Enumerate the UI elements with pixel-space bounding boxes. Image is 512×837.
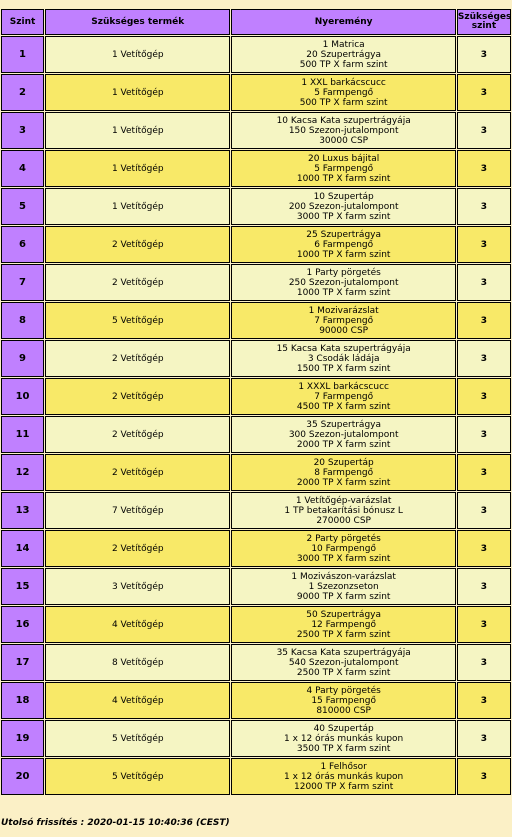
table-row (1, 682, 511, 719)
reward-line: 3500 TP X farm szint (296, 743, 391, 754)
reward-cell (231, 568, 455, 605)
reward-line: 2000 TP X farm szint (296, 439, 391, 450)
header-required-level: Szükséges szint (457, 9, 511, 35)
reward-line: 25 Szupertrágya (306, 229, 381, 240)
product-cell: 1 Vetítőgép (45, 36, 230, 73)
reward-cell (231, 378, 455, 415)
reward-cell (231, 454, 455, 491)
reward-line: 10 Szupertáp (313, 191, 374, 202)
required-level-cell: 3 (457, 492, 511, 529)
product-cell: 5 Vetítőgép (45, 720, 230, 757)
level-cell: 12 (1, 454, 44, 491)
required-level-cell: 3 (457, 112, 511, 149)
required-level-cell: 3 (457, 302, 511, 339)
reward-line: 540 Szezon-jutalompont (288, 657, 399, 668)
required-level-cell: 3 (457, 644, 511, 681)
required-level-cell: 3 (457, 720, 511, 757)
reward-line: 1000 TP X farm szint (296, 173, 391, 184)
reward-line: 10 Farmpengő (311, 543, 376, 554)
reward-line: 1 XXXL barkácscucc (298, 381, 389, 392)
reward-line: 12000 TP X farm szint (294, 781, 394, 792)
reward-line: 90000 CSP (319, 325, 369, 336)
reward-line: 3 Csodák ládája (307, 353, 380, 364)
table-row (1, 720, 511, 757)
required-level-cell: 3 (457, 568, 511, 605)
reward-cell (231, 682, 455, 719)
level-cell: 10 (1, 378, 44, 415)
required-level-cell: 3 (457, 682, 511, 719)
reward-line: 20 Luxus bájital (308, 153, 380, 164)
reward-line: 6 Farmpengő (314, 239, 374, 250)
reward-cell (231, 644, 455, 681)
required-level-cell: 3 (457, 340, 511, 377)
required-level-cell: 3 (457, 226, 511, 263)
table-row (1, 340, 511, 377)
product-cell: 5 Vetítőgép (45, 302, 230, 339)
required-level-cell: 3 (457, 416, 511, 453)
header-level: Szint (1, 9, 44, 35)
level-cell: 19 (1, 720, 44, 757)
reward-line: 1 Mozivászon-varázslat (291, 571, 396, 582)
reward-line: 20 Szupertáp (313, 457, 374, 468)
product-cell: 1 Vetítőgép (45, 188, 230, 225)
level-cell: 15 (1, 568, 44, 605)
reward-line: 7 Farmpengő (314, 315, 374, 326)
table-row (1, 150, 511, 187)
level-cell: 7 (1, 264, 44, 301)
reward-line: 2500 TP X farm szint (296, 667, 391, 678)
reward-line: 30000 CSP (319, 135, 369, 146)
table-row (1, 568, 511, 605)
required-level-cell: 3 (457, 36, 511, 73)
reward-line: 1 x 12 órás munkás kupon (284, 771, 404, 782)
table-row (1, 112, 511, 149)
product-cell: 2 Vetítőgép (45, 264, 230, 301)
reward-cell (231, 606, 455, 643)
reward-line: 1000 TP X farm szint (296, 249, 391, 260)
reward-cell (231, 150, 455, 187)
reward-line: 9000 TP X farm szint (296, 591, 391, 602)
reward-cell (231, 530, 455, 567)
reward-line: 500 TP X farm szint (299, 97, 388, 108)
reward-line: 15 Kacsa Kata szupertrágyája (276, 343, 411, 354)
reward-line: 35 Kacsa Kata szupertrágyája (276, 647, 411, 658)
last-updated-text: Utolsó frissítés : 2020-01-15 10:40:36 (CEST) (1, 818, 230, 828)
table-row (1, 530, 511, 567)
level-cell: 6 (1, 226, 44, 263)
reward-line: 1 TP betakarítási bónusz L (284, 505, 403, 516)
required-level-cell: 3 (457, 378, 511, 415)
level-cell: 17 (1, 644, 44, 681)
table-body (1, 36, 511, 795)
reward-line: 270000 CSP (316, 515, 371, 526)
required-level-cell: 3 (457, 150, 511, 187)
reward-line: 1000 TP X farm szint (296, 287, 391, 298)
product-cell: 1 Vetítőgép (45, 74, 230, 111)
product-cell: 4 Vetítőgép (45, 682, 230, 719)
level-rewards-table (0, 8, 512, 796)
table-row (1, 36, 511, 73)
reward-cell (231, 492, 455, 529)
required-level-cell: 3 (457, 530, 511, 567)
reward-line: 5 Farmpengő (314, 87, 374, 98)
table-row (1, 74, 511, 111)
reward-cell (231, 758, 455, 795)
reward-line: 1 Felhősor (320, 761, 367, 772)
product-cell: 2 Vetítőgép (45, 226, 230, 263)
level-cell: 9 (1, 340, 44, 377)
required-level-cell: 3 (457, 74, 511, 111)
reward-cell (231, 416, 455, 453)
reward-line: 15 Farmpengő (311, 695, 376, 706)
reward-line: 5 Farmpengő (314, 163, 374, 174)
reward-line: 3000 TP X farm szint (296, 211, 391, 222)
product-cell: 5 Vetítőgép (45, 758, 230, 795)
product-cell: 7 Vetítőgép (45, 492, 230, 529)
level-cell: 1 (1, 36, 44, 73)
reward-line: 2 Party pörgetés (306, 533, 381, 544)
reward-cell (231, 340, 455, 377)
table-header-row (1, 9, 511, 35)
product-cell: 2 Vetítőgép (45, 416, 230, 453)
header-product: Szükséges termék (45, 9, 230, 35)
reward-cell (231, 264, 455, 301)
reward-line: 20 Szupertrágya (306, 49, 381, 60)
level-cell: 11 (1, 416, 44, 453)
level-cell: 18 (1, 682, 44, 719)
level-cell: 5 (1, 188, 44, 225)
reward-line: 8 Farmpengő (314, 467, 374, 478)
reward-line: 2500 TP X farm szint (296, 629, 391, 640)
reward-line: 12 Farmpengő (311, 619, 376, 630)
reward-cell (231, 188, 455, 225)
reward-line: 810000 CSP (316, 705, 371, 716)
level-cell: 20 (1, 758, 44, 795)
reward-line: 1500 TP X farm szint (296, 363, 391, 374)
level-cell: 14 (1, 530, 44, 567)
reward-line: 35 Szupertrágya (306, 419, 381, 430)
product-cell: 2 Vetítőgép (45, 530, 230, 567)
required-level-cell: 3 (457, 454, 511, 491)
reward-line: 40 Szupertáp (313, 723, 374, 734)
reward-line: 1 Vetítőgép-varázslat (295, 495, 392, 506)
product-cell: 1 Vetítőgép (45, 150, 230, 187)
product-cell: 3 Vetítőgép (45, 568, 230, 605)
product-cell: 1 Vetítőgép (45, 112, 230, 149)
reward-line: 7 Farmpengő (314, 391, 374, 402)
table-row (1, 758, 511, 795)
table-row (1, 264, 511, 301)
required-level-cell: 3 (457, 606, 511, 643)
product-cell: 2 Vetítőgép (45, 454, 230, 491)
product-cell: 4 Vetítőgép (45, 606, 230, 643)
table-row (1, 226, 511, 263)
product-cell: 2 Vetítőgép (45, 378, 230, 415)
reward-line: 500 TP X farm szint (299, 59, 388, 70)
required-level-cell: 3 (457, 758, 511, 795)
product-cell: 2 Vetítőgép (45, 340, 230, 377)
level-cell: 2 (1, 74, 44, 111)
level-cell: 3 (1, 112, 44, 149)
product-cell: 8 Vetítőgép (45, 644, 230, 681)
reward-line: 1 Matrica (322, 39, 365, 50)
table-row (1, 302, 511, 339)
reward-line: 4500 TP X farm szint (296, 401, 391, 412)
table-row (1, 606, 511, 643)
table-row (1, 644, 511, 681)
reward-line: 1 Mozivarázslat (308, 305, 379, 316)
level-cell: 8 (1, 302, 44, 339)
level-cell: 16 (1, 606, 44, 643)
table-row (1, 416, 511, 453)
reward-cell (231, 302, 455, 339)
reward-line: 4 Party pörgetés (306, 685, 381, 696)
reward-line: 1 XXL barkácscucc (301, 77, 386, 88)
reward-line: 200 Szezon-jutalompont (288, 201, 399, 212)
table-row (1, 378, 511, 415)
reward-line: 2000 TP X farm szint (296, 477, 391, 488)
reward-line: 300 Szezon-jutalompont (288, 429, 399, 440)
reward-cell (231, 720, 455, 757)
level-cell: 13 (1, 492, 44, 529)
reward-cell (231, 36, 455, 73)
reward-line: 1 Party pörgetés (306, 267, 381, 278)
reward-line: 150 Szezon-jutalompont (288, 125, 399, 136)
reward-cell (231, 112, 455, 149)
reward-line: 50 Szupertrágya (306, 609, 381, 620)
table-row (1, 188, 511, 225)
reward-line: 250 Szezon-jutalompont (288, 277, 399, 288)
required-level-cell: 3 (457, 264, 511, 301)
reward-cell (231, 226, 455, 263)
reward-cell (231, 74, 455, 111)
table-row (1, 454, 511, 491)
level-cell: 4 (1, 150, 44, 187)
reward-line: 10 Kacsa Kata szupertrágyája (276, 115, 411, 126)
required-level-cell: 3 (457, 188, 511, 225)
reward-line: 1 x 12 órás munkás kupon (284, 733, 404, 744)
header-reward: Nyeremény (231, 9, 455, 35)
reward-line: 3000 TP X farm szint (296, 553, 391, 564)
table-row (1, 492, 511, 529)
reward-line: 1 Szezonzseton (308, 581, 379, 592)
